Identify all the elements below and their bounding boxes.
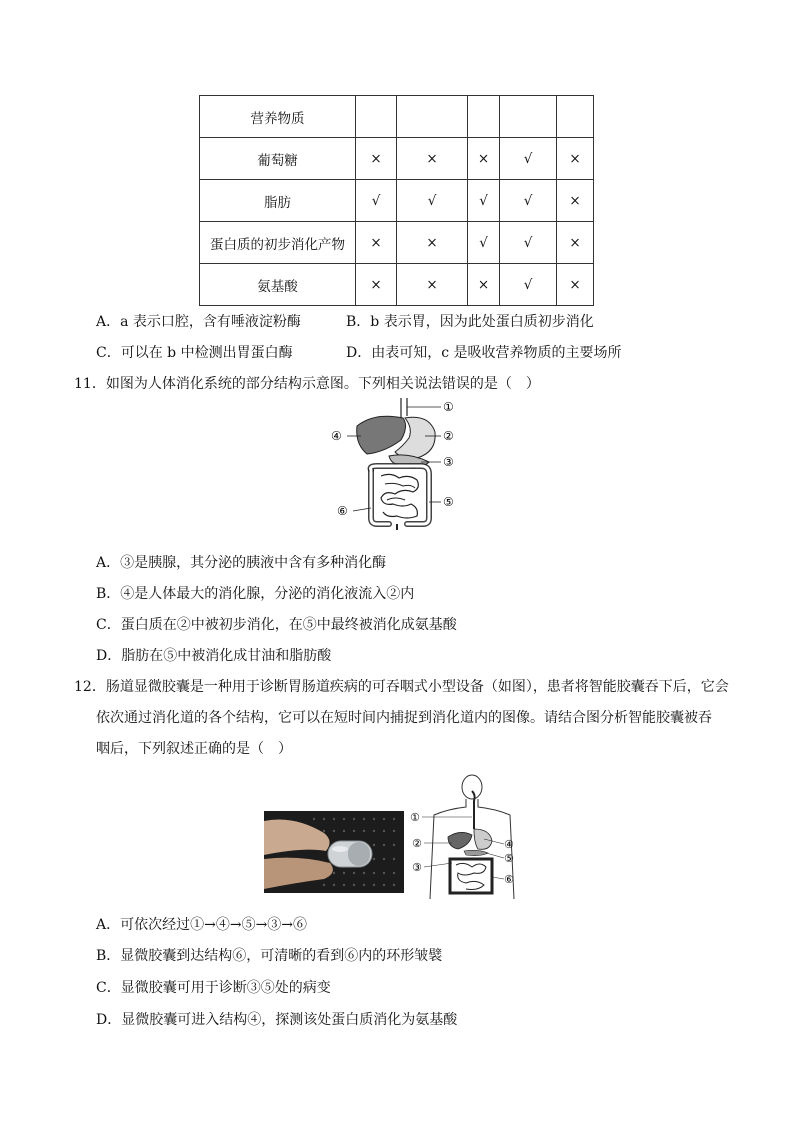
digestive-system-diagram: [325, 396, 475, 531]
q11-option-b: B．④是人体最大的消化腺，分泌的消化液流入②内: [96, 586, 415, 602]
table-cell: [397, 96, 468, 138]
table-cell: √: [468, 180, 500, 222]
table-cell: [557, 96, 594, 138]
table-cell: √: [500, 222, 557, 264]
diagram-label: ④: [331, 429, 342, 443]
table-row: [200, 264, 594, 306]
table-cell: [468, 96, 500, 138]
table-cell: [356, 96, 397, 138]
table-cell: ×: [557, 222, 594, 264]
table-cell: √: [397, 180, 468, 222]
nutrient-table: [199, 95, 594, 306]
human-digestive-diagram: [408, 773, 528, 903]
table-cell: √: [468, 222, 500, 264]
q12-option-a: A．可依次经过①→④→⑤→③→⑥: [96, 917, 308, 933]
row-label: 葡萄糖: [200, 138, 356, 180]
table-row: [200, 222, 594, 264]
table-cell: ×: [557, 180, 594, 222]
diagram-label: ④: [504, 838, 514, 851]
table-cell: √: [500, 264, 557, 306]
table-cell: ×: [356, 264, 397, 306]
q12-option-d: D．显微胶囊可进入结构④，探测该处蛋白质消化为氨基酸: [96, 1012, 458, 1028]
q11-stem: 11．如图为人体消化系统的部分结构示意图。下列相关说法错误的是（ ）: [74, 376, 540, 392]
q10-option-c: C．可以在 b 中检测出胃蛋白酶: [96, 345, 293, 361]
table-cell: [500, 96, 557, 138]
table-cell: ×: [397, 264, 468, 306]
diagram-label: ②: [443, 429, 454, 443]
table-cell: ×: [397, 138, 468, 180]
diagram-label: ②: [412, 837, 422, 850]
table-cell: √: [500, 180, 557, 222]
diagram-label: ①: [443, 400, 454, 414]
row-label: 氨基酸: [200, 264, 356, 306]
diagram-label: ⑥: [337, 504, 348, 518]
table-row: [200, 138, 594, 180]
table-cell: √: [500, 138, 557, 180]
table-cell: ×: [557, 264, 594, 306]
table-cell: ×: [397, 222, 468, 264]
table-header-row: [200, 96, 594, 138]
table-cell: ×: [356, 138, 397, 180]
q11-option-d: D．脂肪在⑤中被消化成甘油和脂肪酸: [96, 648, 332, 664]
q12-stem-line3: 咽后，下列叙述正确的是（ ）: [96, 741, 292, 757]
q11-option-c: C．蛋白质在②中被初步消化，在⑤中最终被消化成氨基酸: [96, 617, 457, 633]
q10-option-a: A．a 表示口腔，含有唾液淀粉酶: [96, 314, 301, 330]
diagram-label: ③: [443, 455, 454, 469]
table-cell: ×: [468, 264, 500, 306]
table-cell: √: [356, 180, 397, 222]
diagram-label: ①: [410, 811, 420, 824]
q12-option-c: C．显微胶囊可用于诊断③⑤处的病变: [96, 980, 331, 996]
q12-stem-line1: 12．肠道显微胶囊是一种用于诊断胃肠道疾病的可吞咽式小型设备（如图），患者将智能胶囊吞下后，它会: [74, 679, 729, 695]
row-label: 蛋白质的初步消化产物: [200, 222, 356, 264]
q12-option-b: B．显微胶囊到达结构⑥，可清晰的看到⑥内的环形皱襞: [96, 948, 443, 964]
q11-option-a: A．③是胰腺，其分泌的胰液中含有多种消化酶: [96, 555, 387, 571]
table-cell: ×: [468, 138, 500, 180]
q12-stem-line2: 依次通过消化道的各个结构，它可以在短时间内捕捉到消化道内的图像。请结合图分析智能胶囊被吞: [96, 710, 712, 726]
diagram-label: ③: [412, 861, 422, 874]
row-label: 脂肪: [200, 180, 356, 222]
diagram-label: ⑤: [504, 852, 514, 865]
table-header: 营养物质: [200, 96, 356, 138]
q10-option-d: D．由表可知，c 是吸收营养物质的主要场所: [346, 345, 622, 361]
diagram-label: ⑥: [504, 873, 514, 886]
table-cell: ×: [356, 222, 397, 264]
table-cell: ×: [557, 138, 594, 180]
table-row: [200, 180, 594, 222]
q10-option-b: B．b 表示胃，因为此处蛋白质初步消化: [346, 314, 594, 330]
capsule-photo: [264, 811, 404, 893]
diagram-label: ⑤: [443, 495, 454, 509]
